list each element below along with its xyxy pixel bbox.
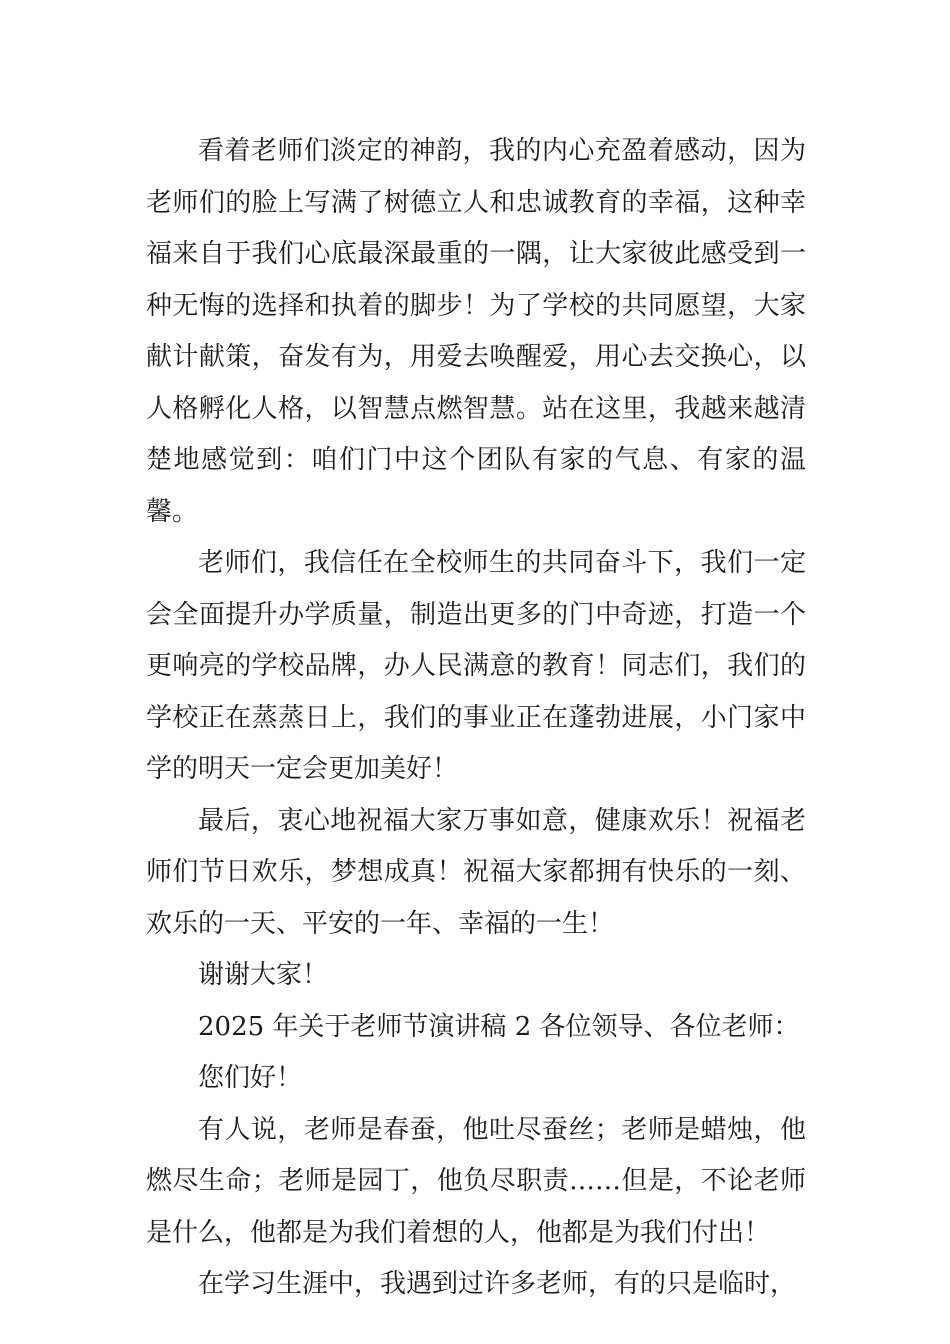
paragraph-6: 您们好！ [198,1063,303,1093]
paragraph-8: 在学习生涯中，我遇到过许多老师，有的只是临时， [198,1269,797,1299]
paragraph-5-speech-heading: 2025 年关于老师节演讲稿 2 各位领导、各位老师： [198,1011,800,1042]
paragraph-1: 看着老师们淡定的神韵，我的内心充盈着感动，因为老师们的脸上写满了树德立人和忠诚教育的幸福，这种幸福来自于我们心底最深最重的一隅，让大家彼此感受到一种无悔的选择和执着的脚步！为了学校的共同愿望，大家献计献策，奋发有为，用爱去唤醒爱，用心去交换心，以人格孵化人格，以智慧点燃智慧。站在这里，我越来越清楚地感觉到：咱们门中这个团队有家的气息、有家的温馨。 [146,136,806,527]
document-body [146,126,806,1311]
paragraph-3: 最后，衷心地祝福大家万事如意，健康欢乐！祝福老师们节日欢乐，梦想成真！祝福大家都拥有快乐的一刻、欢乐的一天、平安的一年、幸福的一生！ [146,805,806,939]
paragraph-2: 老师们，我信任在全校师生的共同奋斗下，我们一定会全面提升办学质量，制造出更多的门中奇迹，打造一个更响亮的学校品牌，办人民满意的教育！同志们，我们的学校正在蒸蒸日上，我们的事业正在蓬勃进展，小门家中学的明天一定会更加美好！ [146,548,806,784]
paragraph-4: 谢谢大家！ [198,960,329,990]
paragraph-7: 有人说，老师是春蚕，他吐尽蚕丝；老师是蜡烛，他燃尽生命；老师是园丁，他负尽职责……但是，不论老师是什么，他都是为我们着想的人，他都是为我们付出！ [146,1114,806,1248]
